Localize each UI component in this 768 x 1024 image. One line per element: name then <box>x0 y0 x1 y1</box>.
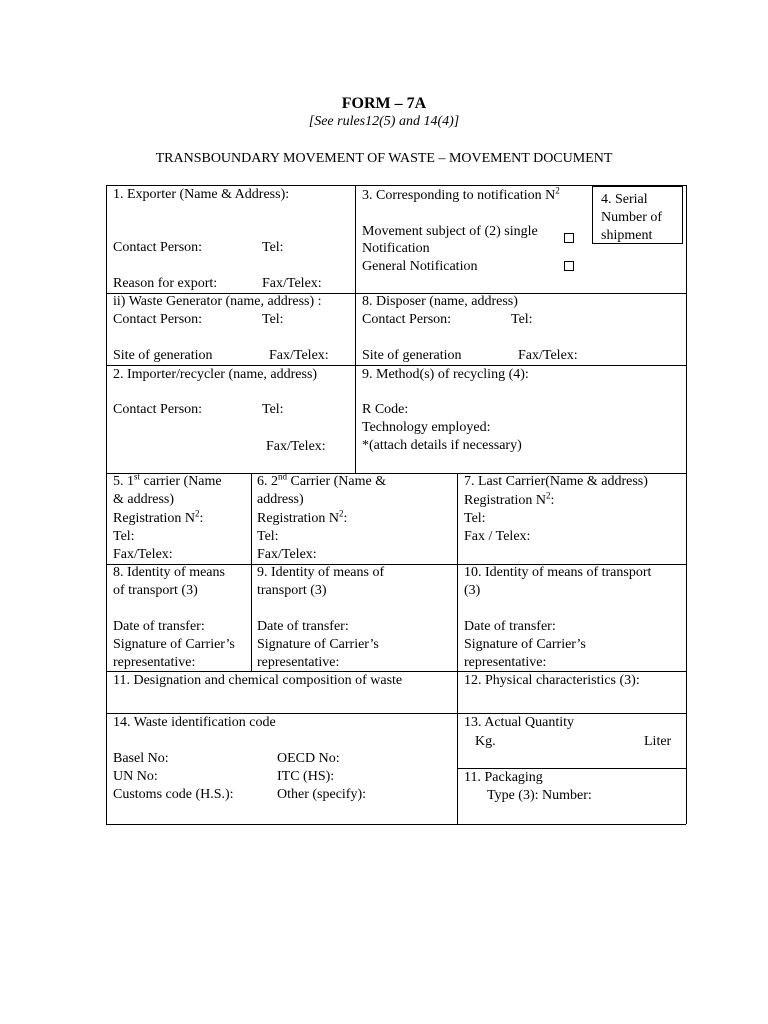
exporter-reason-label: Reason for export: <box>113 276 218 291</box>
serial-label-line2: Number of <box>601 210 663 225</box>
customs-code-label: Customs code (H.S.): <box>113 787 234 802</box>
importer-title: 2. Importer/recycler (name, address) <box>113 367 318 382</box>
single-notification-checkbox[interactable] <box>564 233 574 243</box>
recycling-title: 9. Method(s) of recycling (4): <box>362 367 529 382</box>
serial-number-box[interactable] <box>592 186 683 244</box>
disposer-title: 8. Disposer (name, address) <box>362 294 518 309</box>
rules-reference: [See rules12(5) and 14(4)] <box>308 114 460 129</box>
carrier1-tel-label: Tel: <box>113 529 135 544</box>
transport8-signature-line2: representative: <box>113 655 196 670</box>
carrier2-registration-label: Registration $N^2$: <box>257 508 348 526</box>
exporter-contact-label: Contact Person: <box>113 240 203 255</box>
transport9-title-line2: transport (3) <box>257 583 327 598</box>
carrier1-title-line2: & address) <box>113 492 175 507</box>
quantity-liter-label: Liter <box>644 734 672 749</box>
recycling-rcode-label: R Code: <box>362 402 409 417</box>
physical-title: 12. Physical characteristics (3): <box>464 673 640 688</box>
generator-contact-label: Contact Person: <box>113 312 203 327</box>
serial-label-line1: 4. Serial <box>601 192 648 207</box>
last-carrier-title: 7. Last Carrier(Name & address) <box>464 474 648 489</box>
quantity-title: 13. Actual Quantity <box>464 715 575 730</box>
generator-tel-label: Tel: <box>262 312 284 327</box>
basel-label: Basel No: <box>113 751 169 766</box>
importer-fax-label: Fax/Telex: <box>266 439 326 454</box>
generator-site-label: Site of generation <box>113 348 213 363</box>
transport9-title-line1: 9. Identity of means of <box>257 565 385 580</box>
recycling-technology-label: Technology employed: <box>362 420 491 435</box>
recycling-attach-note: *(attach details if necessary) <box>362 438 522 453</box>
form-title: FORM – 7A <box>341 95 427 112</box>
transport8-title-line2: of transport (3) <box>113 583 198 598</box>
oecd-label: OECD No: <box>277 751 340 766</box>
packaging-title: 11. Packaging <box>464 770 543 785</box>
importer-contact-label: Contact Person: <box>113 402 203 417</box>
notification-title: 3. Corresponding to notification $N^2$ <box>362 185 560 203</box>
transport8-title-line1: 8. Identity of means <box>113 565 225 580</box>
exporter-fax-label: Fax/Telex: <box>262 276 322 291</box>
document-title: TRANSBOUNDARY MOVEMENT OF WASTE – MOVEMENT DOCUMENT <box>155 151 613 166</box>
single-notification-label-line1: Movement subject of (2) single <box>362 224 538 239</box>
general-notification-checkbox[interactable] <box>564 261 574 271</box>
carrier2-title-line2: address) <box>257 492 304 507</box>
itc-label: ITC (HS): <box>277 769 335 784</box>
transport10-signature-line2: representative: <box>464 655 547 670</box>
generator-title: ii) Waste Generator (name, address) : <box>113 294 322 309</box>
carrier1-title: 5. 1st carrier (Name <box>113 471 222 489</box>
transport9-signature-line1: Signature of Carrier’s <box>257 637 379 652</box>
disposer-fax-label: Fax/Telex: <box>518 348 578 363</box>
transport10-title-line1: 10. Identity of means of transport <box>464 565 652 580</box>
last-carrier-fax-label: Fax / Telex: <box>464 529 531 544</box>
importer-tel-label: Tel: <box>262 402 284 417</box>
carrier1-fax-label: Fax/Telex: <box>113 547 173 562</box>
carrier2-tel-label: Tel: <box>257 529 279 544</box>
transport8-signature-line1: Signature of Carrier’s <box>113 637 235 652</box>
exporter-title: 1. Exporter (Name & Address): <box>113 187 290 202</box>
transport9-signature-line2: representative: <box>257 655 340 670</box>
packaging-type-label: Type (3): Number: <box>487 788 592 803</box>
exporter-tel-label: Tel: <box>262 240 284 255</box>
single-notification-label-line2: Notification <box>362 241 430 256</box>
disposer-tel-label: Tel: <box>511 312 533 327</box>
last-carrier-tel-label: Tel: <box>464 511 486 526</box>
transport10-signature-line1: Signature of Carrier’s <box>464 637 586 652</box>
general-notification-label: General Notification <box>362 259 478 274</box>
generator-fax-label: Fax/Telex: <box>269 348 329 363</box>
quantity-kg-label: Kg. <box>475 734 496 749</box>
other-label: Other (specify): <box>277 787 367 802</box>
carrier2-title: 6. 2nd Carrier (Name & <box>257 471 387 489</box>
transport9-date-label: Date of transfer: <box>257 619 349 634</box>
transport8-date-label: Date of transfer: <box>113 619 205 634</box>
last-carrier-registration-label: Registration $N^2$: <box>464 490 555 508</box>
transport10-date-label: Date of transfer: <box>464 619 556 634</box>
serial-label-line3: shipment <box>601 228 653 243</box>
disposer-contact-label: Contact Person: <box>362 312 452 327</box>
designation-title: 11. Designation and chemical composition of waste <box>113 673 403 688</box>
carrier1-registration-label: Registration $N^2$: <box>113 508 204 526</box>
carrier2-fax-label: Fax/Telex: <box>257 547 317 562</box>
disposer-site-label: Site of generation <box>362 348 462 363</box>
un-label: UN No: <box>113 769 158 784</box>
transport10-title-line2: (3) <box>464 583 481 598</box>
waste-code-title: 14. Waste identification code <box>113 715 276 730</box>
